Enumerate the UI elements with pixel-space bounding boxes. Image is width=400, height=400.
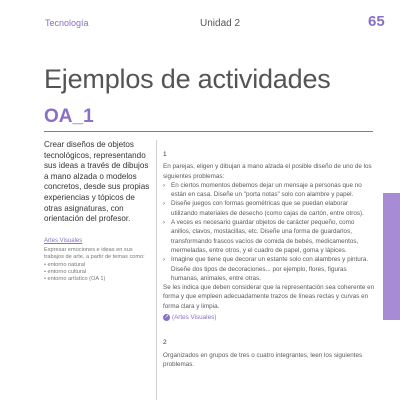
activity-intro: En parejas, eligen y dibujan a mano alzada el posible diseño de uno de los siguientes problemas: (163, 163, 372, 180)
side-tab (383, 193, 400, 320)
page-title: Ejemplos de actividades (44, 64, 331, 94)
cross-subject-list (44, 262, 152, 283)
list-item: › Imagine que tiene que decorar un estante solo con alambres y pintura. Diseñe dos tipos de decoraciones... por ejemplo, flores, figuras humanas, animales, entre otras. (163, 255, 375, 283)
link-circle-icon: ↗ (164, 314, 169, 321)
activity-number: 2 (163, 339, 167, 347)
objective-text: Crear diseños de objetos tecnológicos, representando sus ideas a través de dibujos a mano alzada o modelos concretos, desde sus propias experiencias y tópicos de otras asignaturas, con orientación del profesor. (44, 140, 150, 224)
list-item: • entorno natural (44, 262, 152, 269)
subject-label: Tecnología (45, 18, 89, 28)
list-item: › A veces es necesario guardar objetos de carácter pequeño, como anillos, clavos, mostacillas, etc. Diseñe una forma de guardarlos, transformando frascos vacíos de comida de bebés, medicamentos, mermeladas, entre otros, y el cuadro de papel, goma y lápices. (163, 218, 375, 255)
activity-bullets (163, 181, 375, 283)
page-number: 65 (368, 13, 385, 30)
link-label: (Artes Visuales) (172, 314, 217, 322)
list-item: › En ciertos momentos debemos dejar un mensaje a personas que no están en casa. Diseñe un "porta notas" solo con alambre y papel. (163, 181, 375, 200)
activity-intro: Organizados en grupos de tres o cuatro integrantes, leen los siguientes problemas. (163, 351, 363, 368)
activity-number: 1 (163, 151, 167, 158)
activity-closing: Se les indica que deben considerar que la representación sea coherente en forma y que empleen adecuadamente trazos de líneas rectas y curvas en forma clara y limpia. (163, 284, 375, 310)
objective-column (44, 140, 152, 283)
section-divider (44, 131, 373, 132)
page-header (0, 0, 400, 40)
cross-subject-text: Expresar emociones e ideas en sus trabajos de arte, a partir de temas como: (44, 246, 145, 260)
list-item: • entorno artístico (OA 1) (44, 276, 152, 283)
activity-2 (163, 338, 375, 369)
list-item: • entorno cultural (44, 269, 152, 276)
unit-label: Unidad 2 (200, 18, 241, 29)
column-divider (156, 140, 157, 400)
cross-subject-link[interactable]: Artes Visuales (44, 237, 83, 244)
artes-visuales-link[interactable] (163, 313, 375, 322)
oa-label: OA_1 (44, 106, 94, 127)
activities-column (163, 150, 375, 369)
list-item: › Diseñe juegos con formas geométricas que se puedan elaborar utilizando materiales de desecho (como cajas de cartón, entre otros). (163, 199, 375, 218)
